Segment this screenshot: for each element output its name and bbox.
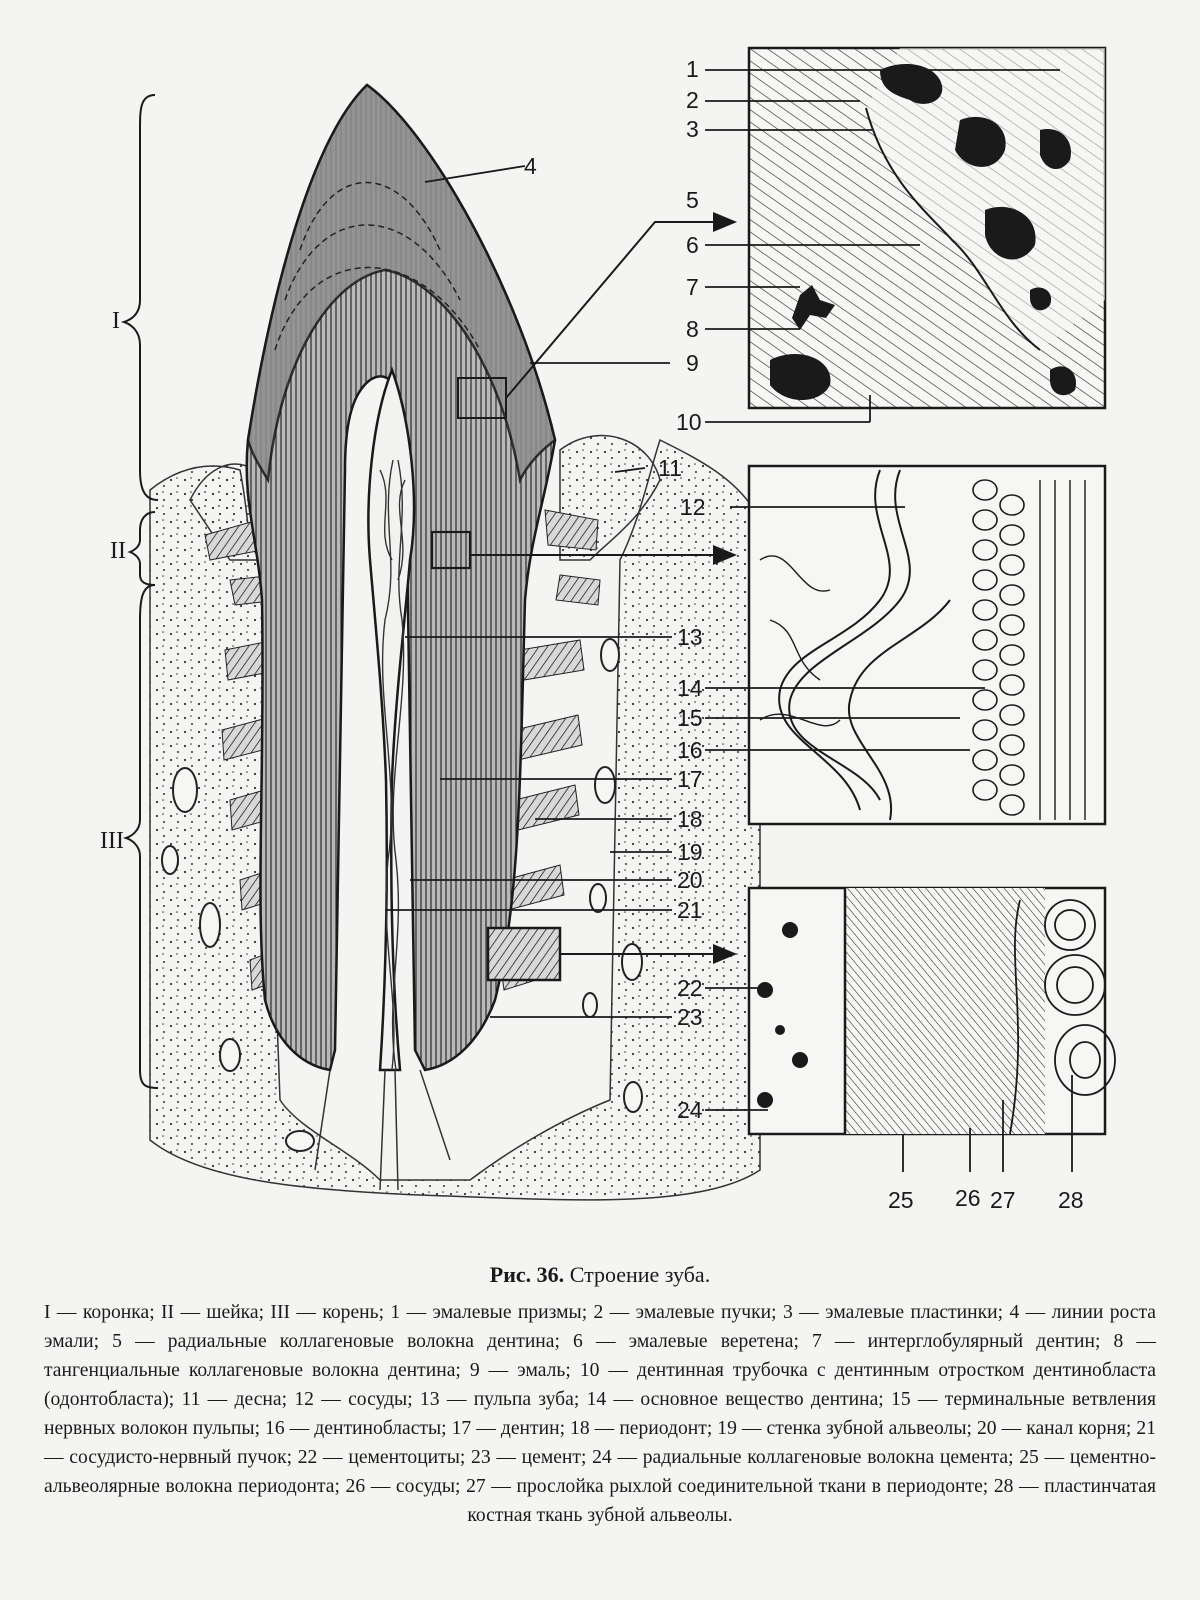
callout-6: 6 [686, 232, 699, 258]
callout-14: 14 [677, 675, 703, 701]
callout-22: 22 [677, 975, 703, 1001]
callout-16: 16 [677, 737, 703, 763]
callout-21: 21 [677, 897, 703, 923]
inset-pulp-dentinoblasts [749, 466, 1105, 824]
inset-enamel-dentin [749, 48, 1105, 408]
caption-title-text: Строение зуба. [569, 1262, 711, 1287]
callout-3: 3 [686, 116, 699, 142]
caption-title [44, 1262, 1156, 1288]
callout-15: 15 [677, 705, 703, 731]
callout-9: 9 [686, 350, 699, 376]
caption-legend: I — коронка; II — шейка; III — корень; 1 — эмалевые призмы; 2 — эмалевые пучки; 3 — эмалевые пластинки; 4 — линии роста эмали; 5 — радиальные коллагеновые волокна дентина; 6 — эмалевые веретена; 7 — интерглобулярный дентин; 8 — тангенциальные коллагеновые волокна дентина; 9 — эмаль; 10 — дентинная трубочка с дентинным отростком дентинобласта (одонтобласта); 11 — десна; 12 — сосуды; 13 — пульпа зуба; 14 — основное вещество дентина; 15 — терминальные ветвления нервных волокон пульпы; 16 — дентинобласты; 17 — дентин; 18 — периодонт; 19 — стенка зубной альвеолы; 20 — канал корня; 21 — сосудисто-нервный пучок; 22 — цементоциты; 23 — цемент; 24 — радиальные коллагеновые волокна цемента; 25 — цементно-альвеолярные волокна периодонта; 26 — сосуды; 27 — прослойка рыхлой соединительной ткани в периодонте; 28 — пластинчатая костная ткань зубной альвеолы. [44, 1302, 1156, 1526]
callout-17: 17 [677, 766, 703, 792]
section-label: II [110, 538, 126, 564]
inset-cement-periodontium [749, 888, 1115, 1134]
callout-13: 13 [677, 624, 703, 650]
callout-8: 8 [686, 316, 699, 342]
callout-28: 28 [1058, 1187, 1084, 1213]
callout-2: 2 [686, 87, 699, 113]
zoom-box-root [488, 928, 560, 980]
callout-10: 10 [676, 409, 702, 435]
section-label: III [100, 828, 124, 854]
callout-25: 25 [888, 1187, 914, 1213]
callout-26: 26 [955, 1185, 981, 1211]
callout-27: 27 [990, 1187, 1016, 1213]
callout-23: 23 [677, 1004, 703, 1030]
callout-1: 1 [686, 56, 699, 82]
section-label: I [112, 308, 120, 334]
figure-caption [44, 1262, 1156, 1530]
callout-11: 11 [658, 455, 682, 481]
callout-18: 18 [677, 806, 703, 832]
callout-24: 24 [677, 1097, 703, 1123]
callout-5: 5 [686, 187, 699, 213]
callout-19: 19 [677, 839, 703, 865]
callout-7: 7 [686, 274, 699, 300]
callout-20: 20 [677, 867, 703, 893]
callout-12: 12 [680, 494, 706, 520]
callout-4: 4 [524, 153, 537, 179]
pulp [368, 370, 414, 1070]
caption-number: Рис. 36. [489, 1262, 565, 1287]
